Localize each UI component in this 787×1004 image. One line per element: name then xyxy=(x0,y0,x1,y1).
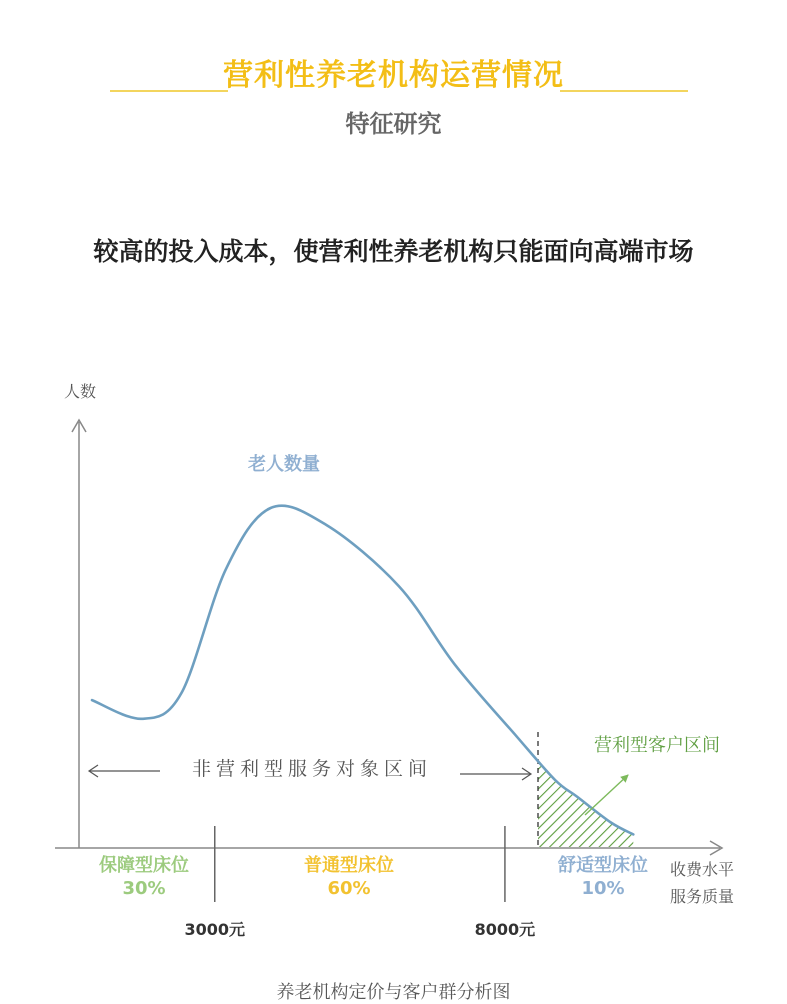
x-axis-label-2: 服务质量 xyxy=(669,887,735,906)
threshold-label-8000: 8000元 xyxy=(474,920,536,939)
nonprofit-range-label: 非营利型服务对象区间 xyxy=(191,758,433,780)
segment-name-comfort: 舒适型床位 xyxy=(558,855,648,876)
x-axis-label-1: 收费水平 xyxy=(669,860,735,879)
headline: 较高的投入成本，使营利性养老机构只能面向高端市场 xyxy=(93,237,694,266)
curve-label: 老人数量 xyxy=(248,454,320,475)
profit-range-label: 营利型客户区间 xyxy=(594,735,720,756)
page-subtitle: 特征研究 xyxy=(345,110,442,138)
segment-percent-standard: 60% xyxy=(327,878,371,899)
y-axis-label: 人数 xyxy=(63,382,97,401)
threshold-label-3000: 3000元 xyxy=(184,920,246,939)
segment-name-standard: 普通型床位 xyxy=(304,855,394,876)
segment-percent-basic: 30% xyxy=(122,878,166,899)
segment-percent-comfort: 10% xyxy=(581,878,625,899)
page-title: 营利性养老机构运营情况 xyxy=(223,58,564,93)
segment-name-basic: 保障型床位 xyxy=(99,855,189,876)
profit-range-pointer xyxy=(585,775,628,815)
figure-caption: 养老机构定价与客户群分析图 xyxy=(276,982,511,1003)
